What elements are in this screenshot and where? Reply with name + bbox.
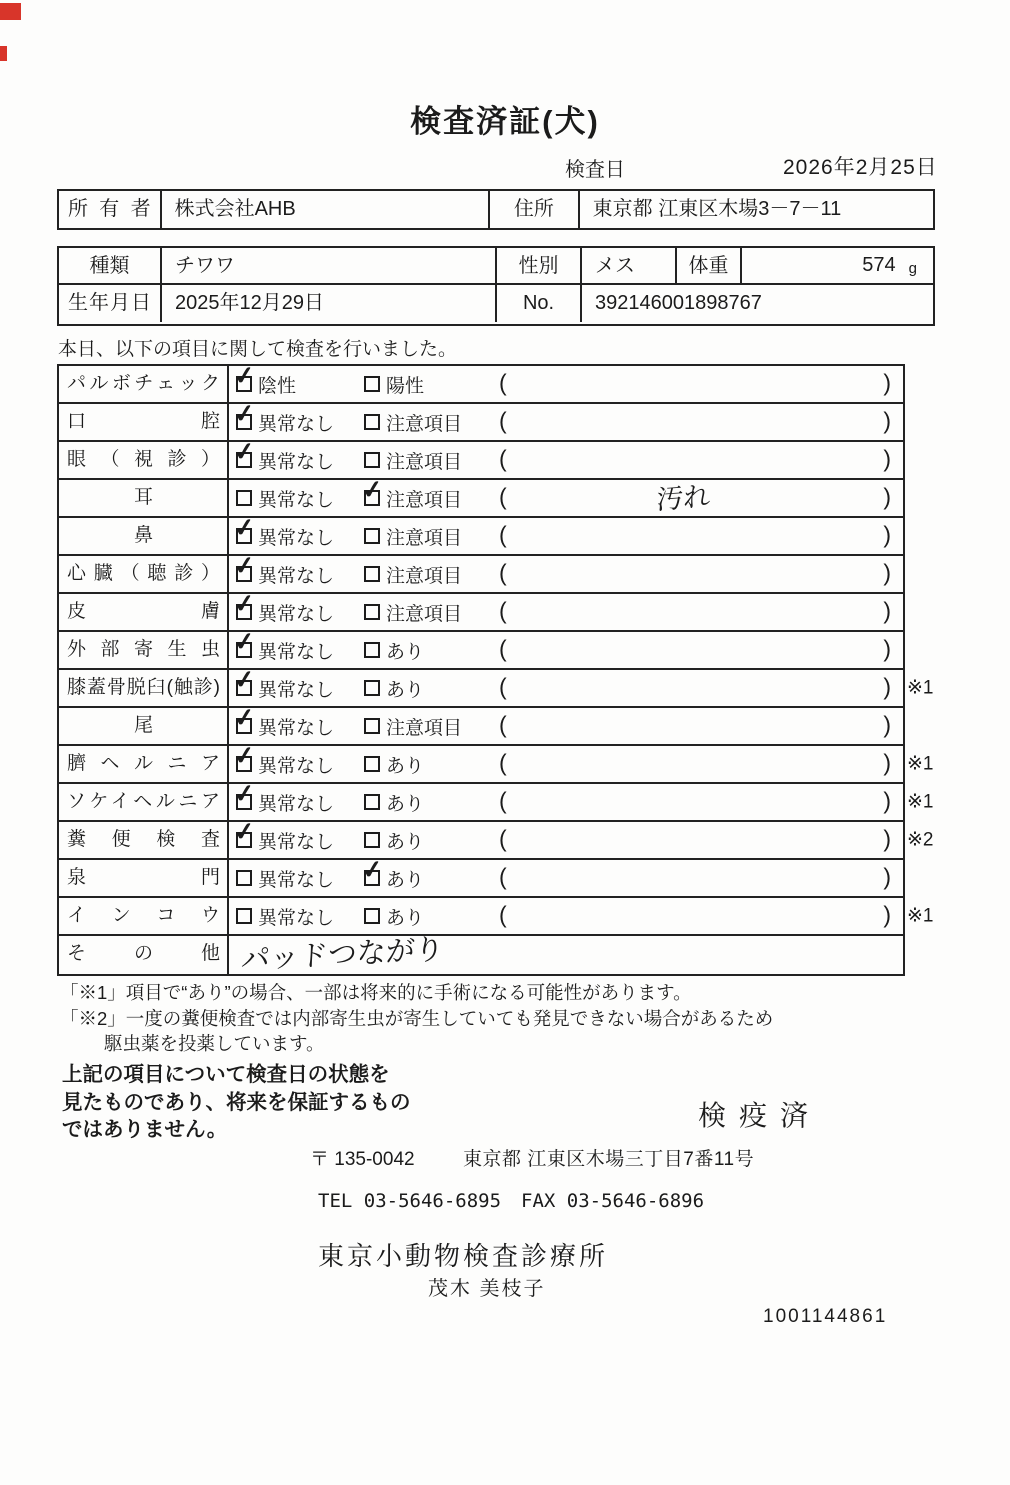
option-label: 異常なし — [258, 831, 335, 853]
checkbox — [232, 740, 257, 772]
item-options — [229, 588, 903, 630]
pet-table-row-2 — [59, 285, 933, 322]
option-label: 異常なし — [258, 603, 335, 625]
reference-marker: ※1 — [907, 791, 934, 813]
option-normal — [236, 898, 334, 934]
postal-code: 〒 135-0042 — [310, 1149, 415, 1170]
pet-table-row-1 — [59, 248, 933, 285]
paren-open: ( — [499, 559, 507, 586]
reference-marker: ※2 — [907, 829, 934, 851]
check-mark: ✓ — [232, 626, 257, 658]
check-mark: ✓ — [232, 436, 257, 468]
sex-value: メス — [582, 248, 677, 283]
option-label: 陰性 — [258, 375, 297, 397]
note-field-handwritten: 汚れ — [655, 481, 711, 516]
checkbox — [232, 512, 257, 544]
option-label: 異常なし — [258, 489, 335, 511]
paren-open: ( — [499, 407, 507, 434]
paren-open: ( — [499, 521, 507, 548]
paren-close: ) — [883, 825, 891, 852]
paren-close: ) — [883, 559, 891, 586]
note-field — [519, 905, 847, 928]
option-normal — [236, 480, 334, 516]
item-options — [229, 702, 903, 744]
sex-label: 性別 — [497, 248, 582, 283]
option-normal — [232, 778, 335, 820]
paren-open: ( — [499, 901, 507, 928]
option-label: 注意項目 — [386, 489, 463, 511]
item-label: 鼻 — [59, 518, 229, 554]
paren-open: ( — [499, 445, 507, 472]
checkbox — [360, 474, 385, 506]
serial-number: 1001144861 — [763, 1306, 888, 1327]
option-label: あり — [386, 831, 425, 853]
option-normal — [232, 740, 335, 782]
option-caution — [364, 404, 462, 440]
option-present — [364, 784, 424, 820]
note-field — [519, 715, 847, 738]
checkbox — [364, 604, 380, 620]
note-field — [519, 373, 847, 396]
option-caution — [364, 556, 462, 592]
check-mark: ✓ — [232, 360, 257, 392]
checkbox — [364, 680, 380, 696]
option-label: あり — [386, 869, 425, 891]
weight-value-cell — [742, 248, 933, 283]
quarantine-stamp: 検疫済 — [698, 1100, 822, 1131]
checkbox — [364, 452, 380, 468]
scan-red-mark — [0, 3, 21, 20]
option-normal — [232, 816, 335, 858]
inspection-row-ears — [59, 474, 903, 518]
item-options — [229, 740, 903, 782]
inspection-row-fecal-exam — [59, 816, 934, 860]
checkbox — [232, 398, 257, 430]
checkbox — [232, 816, 257, 848]
note-field — [519, 753, 847, 776]
inspection-row-parvo — [59, 360, 903, 404]
item-options — [229, 816, 903, 858]
checkbox — [232, 436, 257, 468]
option-present — [364, 746, 424, 782]
paren-close: ) — [883, 673, 891, 700]
checkbox — [364, 908, 380, 924]
item-options — [229, 398, 903, 440]
footnote-1: 「※1」項目で“あり”の場合、一部は将来的に手術になる可能性があります。 — [60, 982, 692, 1003]
paren-open: ( — [499, 635, 507, 662]
paren-close: ) — [883, 369, 891, 396]
page-title: 検査済証(犬) — [410, 104, 600, 139]
exam-date-value: 2026年2月25日 — [783, 156, 938, 179]
disclaimer — [62, 1061, 411, 1144]
option-present — [364, 632, 424, 668]
inspection-row-tail — [59, 702, 903, 746]
item-options — [229, 360, 903, 402]
option-caution — [364, 518, 462, 554]
paren-open: ( — [499, 863, 507, 890]
breed-value: チワワ — [162, 248, 497, 283]
option-normal — [232, 550, 335, 592]
checkbox — [236, 490, 252, 506]
disclaimer-line-3: ではありません。 — [62, 1118, 228, 1141]
check-mark: ✓ — [232, 398, 257, 430]
option-label: 異常なし — [258, 907, 335, 929]
option-present — [360, 854, 425, 896]
item-label: 外部寄生虫 — [59, 632, 229, 668]
veterinarian-name: 茂木 美枝子 — [428, 1278, 546, 1300]
checkbox — [364, 376, 380, 392]
checkbox — [232, 588, 257, 620]
checkbox — [364, 832, 380, 848]
paren-close: ) — [883, 749, 891, 776]
option-label: 異常なし — [258, 755, 335, 777]
owner-table — [57, 189, 935, 230]
paren-open: ( — [499, 825, 507, 852]
check-mark: ✓ — [232, 550, 257, 582]
item-options — [229, 933, 903, 977]
inspection-row-umbilical-hernia — [59, 740, 934, 784]
paren-close: ) — [883, 711, 891, 738]
owner-value: 株式会社AHB — [162, 191, 490, 228]
note-field — [519, 829, 847, 852]
checkbox — [232, 664, 257, 696]
exam-date-label: 検査日 — [565, 159, 625, 181]
tel-number: TEL 03-5646-6895 — [318, 1190, 502, 1212]
inspection-row-patella — [59, 664, 934, 708]
option-label: 異常なし — [258, 565, 335, 587]
breed-label: 種類 — [59, 248, 162, 283]
no-value: 392146001898767 — [595, 292, 762, 314]
option-present — [364, 822, 424, 858]
checkbox — [364, 718, 380, 734]
option-label: 異常なし — [258, 869, 335, 891]
weight-unit: g — [908, 259, 917, 277]
item-options — [229, 550, 903, 592]
item-label: 耳 — [59, 480, 229, 516]
item-options — [229, 626, 903, 668]
inspection-row-inguinal-hernia — [59, 778, 934, 822]
item-label: パルボチェック — [59, 366, 229, 402]
paren-close: ) — [883, 407, 891, 434]
owner-label: 所有者 — [59, 191, 162, 228]
reference-marker: ※1 — [907, 905, 934, 927]
paren-close: ) — [883, 445, 891, 472]
option-label: あり — [386, 679, 425, 701]
note-field — [519, 525, 847, 548]
reference-marker: ※1 — [907, 753, 934, 775]
option-caution — [360, 474, 463, 516]
other-note-handwritten: パッドつながり — [240, 933, 445, 977]
paren-open: ( — [499, 749, 507, 776]
checkbox — [232, 360, 257, 392]
item-label: インコウ — [59, 898, 229, 934]
option-normal — [232, 398, 335, 440]
inspection-row-other — [59, 933, 903, 977]
weight-value: 574 — [862, 254, 896, 276]
item-label: 皮膚 — [59, 594, 229, 630]
option-label: あり — [386, 755, 425, 777]
paren-close: ) — [883, 901, 891, 928]
option-label: あり — [386, 793, 425, 815]
option-label: 異常なし — [258, 641, 335, 663]
option-label: 陽性 — [386, 375, 425, 397]
option-label: 異常なし — [258, 451, 335, 473]
check-mark: ✓ — [360, 854, 385, 886]
scan-red-mark — [0, 46, 7, 61]
option-label: 異常なし — [258, 413, 335, 435]
checkbox — [364, 756, 380, 772]
option-caution — [364, 442, 462, 478]
inspection-row-nose — [59, 512, 903, 556]
note-field — [519, 867, 847, 890]
footnote-2-continued: 駆虫薬を投薬しています。 — [104, 1033, 325, 1054]
paren-close: ) — [883, 863, 891, 890]
intro-sentence: 本日、以下の項目に関して検査を行いました。 — [58, 339, 458, 360]
option-label: 異常なし — [258, 793, 335, 815]
clinic-address: 東京都 江東区木場三丁目7番11号 — [463, 1149, 755, 1170]
address-label: 住所 — [490, 191, 580, 228]
option-normal — [232, 588, 335, 630]
option-label: 注意項目 — [386, 413, 463, 435]
check-mark: ✓ — [232, 512, 257, 544]
item-options — [229, 664, 903, 706]
checkbox — [232, 550, 257, 582]
item-label: 眼（視診） — [59, 442, 229, 478]
clinic-name: 東京小動物検査診療所 — [318, 1241, 609, 1271]
option-label: 異常なし — [258, 679, 335, 701]
check-mark: ✓ — [360, 474, 385, 506]
check-mark: ✓ — [232, 816, 257, 848]
item-label: 心臓（聴診） — [59, 556, 229, 592]
option-normal — [232, 512, 335, 554]
inspection-row-heart — [59, 550, 903, 594]
option-label: 注意項目 — [386, 717, 463, 739]
option-present — [364, 670, 424, 706]
item-label: その他 — [59, 936, 229, 974]
option-normal — [232, 702, 335, 744]
checkbox — [364, 642, 380, 658]
inspection-row-skin — [59, 588, 903, 632]
item-label: 泉門 — [59, 860, 229, 896]
item-label: 口腔 — [59, 404, 229, 440]
note-field — [519, 411, 847, 434]
checkbox — [364, 528, 380, 544]
footnote-2: 「※2」一度の糞便検査では内部寄生虫が寄生していても発見できない場合があるため — [60, 1007, 774, 1029]
checkbox — [364, 794, 380, 810]
inspection-row-mouth — [59, 398, 903, 442]
paren-open: ( — [499, 673, 507, 700]
birthdate-value: 2025年12月29日 — [162, 285, 497, 322]
no-label: No. — [497, 285, 582, 322]
note-field — [519, 563, 847, 586]
reference-marker: ※1 — [907, 677, 934, 699]
item-label: 尾 — [59, 708, 229, 744]
check-mark: ✓ — [232, 740, 257, 772]
item-label: ソケイヘルニア — [59, 784, 229, 820]
weight-label: 体重 — [677, 248, 742, 283]
paren-close: ) — [883, 597, 891, 624]
paren-open: ( — [499, 597, 507, 624]
option-caution — [364, 594, 462, 630]
option-label: 異常なし — [258, 527, 335, 549]
item-label: 膝蓋骨脱臼(触診) — [59, 670, 229, 706]
check-mark: ✓ — [232, 702, 257, 734]
item-options — [229, 854, 903, 896]
note-field — [519, 677, 847, 700]
disclaimer-line-1: 上記の項目について検査日の状態を — [62, 1063, 390, 1086]
checkbox — [236, 908, 252, 924]
option-label: 注意項目 — [386, 603, 463, 625]
option-normal — [232, 436, 335, 478]
paren-open: ( — [499, 483, 507, 510]
option-label: 異常なし — [258, 717, 335, 739]
option-label: あり — [386, 641, 425, 663]
inspection-row-external-parasites — [59, 626, 903, 670]
paren-close: ) — [883, 521, 891, 548]
paren-open: ( — [499, 711, 507, 738]
address-value: 東京都 江東区木場3－7－11 — [592, 198, 842, 220]
item-options — [229, 474, 903, 516]
option-label: 注意項目 — [386, 565, 463, 587]
option-normal — [236, 860, 334, 896]
item-options — [229, 898, 903, 934]
option-label: 注意項目 — [386, 527, 463, 549]
checkbox — [232, 778, 257, 810]
checkbox — [364, 414, 380, 430]
note-field — [519, 791, 847, 814]
option-normal — [232, 664, 335, 706]
note-field — [519, 601, 847, 624]
option-label: あり — [386, 907, 425, 929]
item-label: 臍ヘルニア — [59, 746, 229, 782]
disclaimer-line-2: 見たものであり、将来を保証するもの — [62, 1090, 411, 1114]
paren-close: ) — [883, 787, 891, 814]
check-mark: ✓ — [232, 664, 257, 696]
tel-fax-line — [318, 1190, 704, 1212]
paren-close: ) — [883, 635, 891, 662]
checkbox — [232, 626, 257, 658]
birthdate-label: 生年月日 — [59, 285, 162, 322]
option-positive — [364, 366, 424, 402]
inspection-row-fontanelle — [59, 854, 903, 898]
item-label: 糞便検査 — [59, 822, 229, 858]
footnotes — [60, 980, 773, 1057]
checkbox — [364, 566, 380, 582]
option-caution — [364, 708, 462, 744]
option-label: 注意項目 — [386, 451, 463, 473]
checkbox — [236, 870, 252, 886]
inspection-row-inkou — [59, 898, 934, 936]
check-mark: ✓ — [232, 588, 257, 620]
paren-open: ( — [499, 369, 507, 396]
option-normal — [232, 626, 335, 668]
note-field — [519, 639, 847, 662]
inspection-table — [57, 360, 934, 977]
fax-number: FAX 03-5646-6896 — [521, 1190, 705, 1212]
option-negative — [232, 360, 297, 402]
pet-table — [57, 246, 935, 326]
paren-open: ( — [499, 787, 507, 814]
checkbox — [232, 702, 257, 734]
checkbox — [360, 854, 385, 886]
paren-close: ) — [883, 483, 891, 510]
item-options — [229, 512, 903, 554]
check-mark: ✓ — [232, 778, 257, 810]
item-options — [229, 778, 903, 820]
